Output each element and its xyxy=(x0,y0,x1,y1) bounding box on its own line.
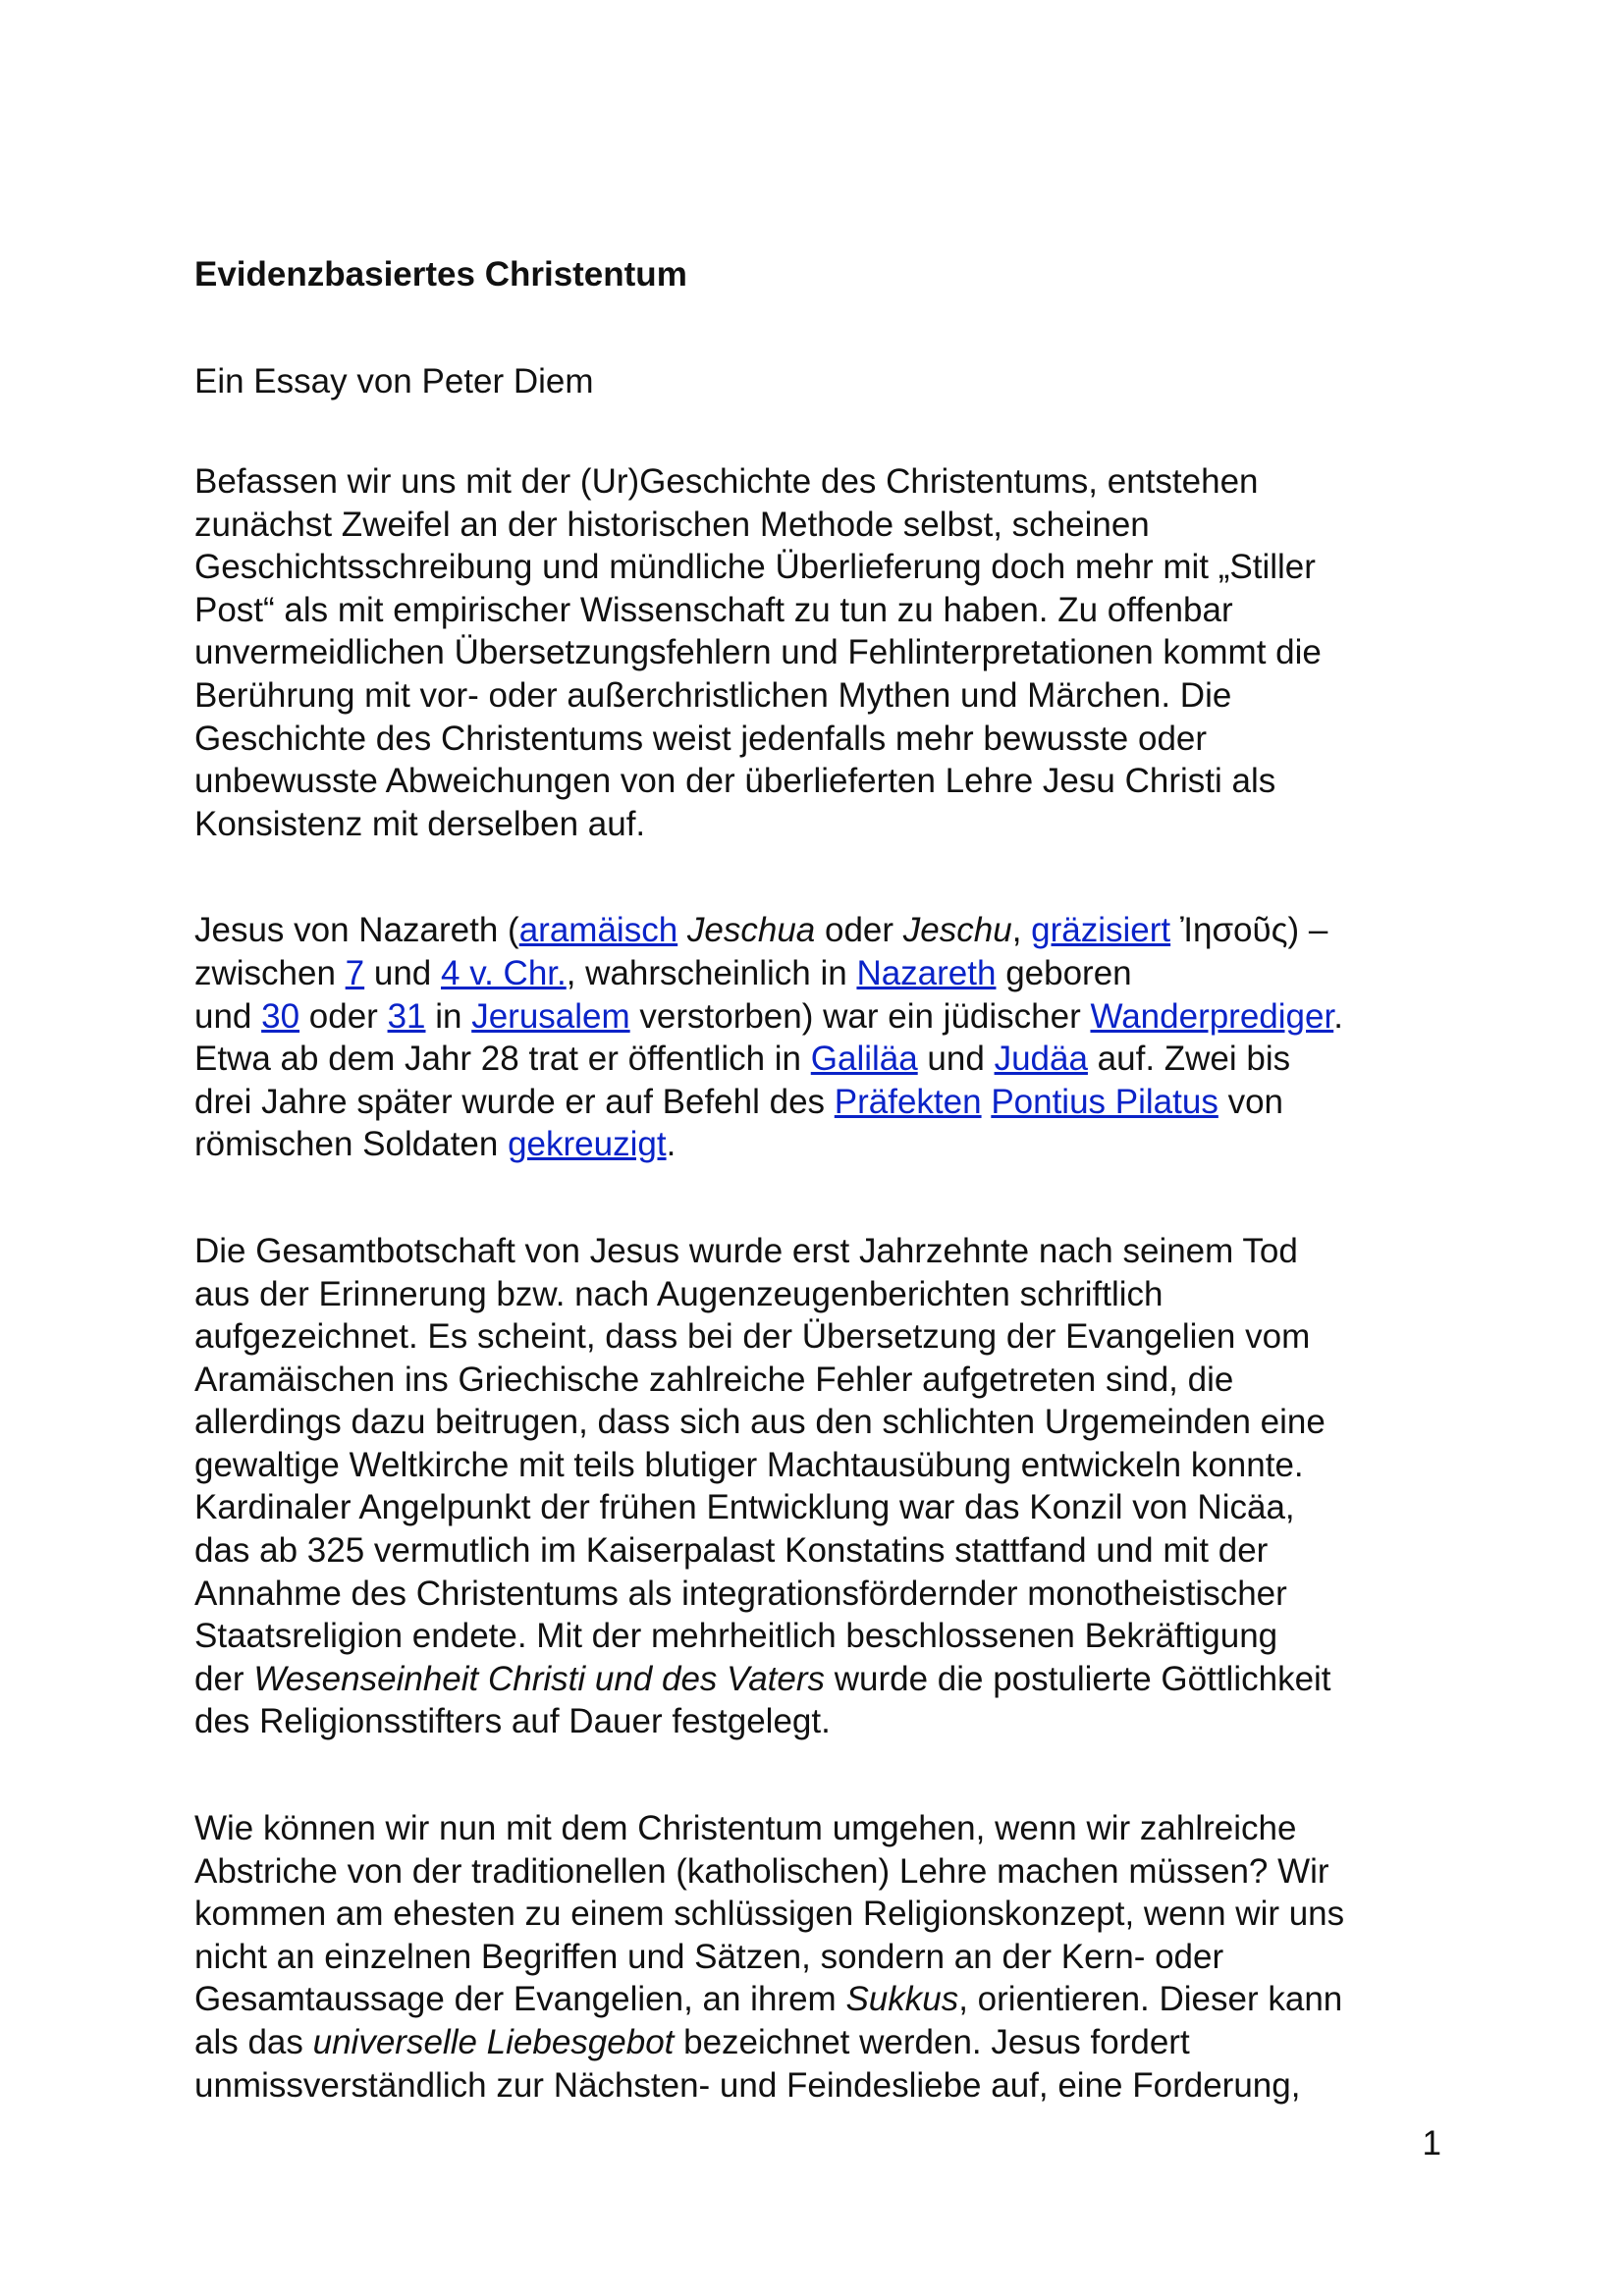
paragraph-2-text: oder xyxy=(299,996,388,1036)
document-subtitle: Ein Essay von Peter Diem xyxy=(194,362,594,400)
paragraph-4-text: Gesamtaussage der Evangelien, an ihrem xyxy=(194,1980,846,2019)
link-gekreuzigt[interactable]: gekreuzigt xyxy=(508,1125,667,1164)
term-liebesgebot: universelle Liebesgebot xyxy=(312,2023,675,2061)
link-aramaeisch[interactable]: aramäisch xyxy=(518,911,678,950)
paragraph-2-text: und xyxy=(194,996,262,1036)
link-galilaea[interactable]: Galiläa xyxy=(810,1040,918,1079)
page-number: 1 xyxy=(1422,2124,1441,2163)
paragraph-3-line: aus der Erinnerung bzw. nach Augenzeugenberichten schriftlich xyxy=(194,1274,1164,1313)
document-title: Evidenzbasiertes Christentum xyxy=(194,255,687,294)
paragraph-3-line: gewaltige Weltkirche mit teils blutiger Machtausübung entwickeln konnte. xyxy=(194,1445,1304,1484)
paragraph-3-line: Annahme des Christentums als integrationsfördernder monotheistischer xyxy=(194,1574,1287,1613)
paragraph-3-line: Staatsreligion endete. Mit der mehrheitlich beschlossenen Bekräftigung xyxy=(194,1617,1278,1656)
paragraph-3-line: das ab 325 vermutlich im Kaiserpalast Konstatins stattfand und mit der xyxy=(194,1531,1269,1571)
paragraph-3-line: des Religionsstifters auf Dauer festgelegt. xyxy=(194,1702,831,1741)
link-jerusalem[interactable]: Jerusalem xyxy=(471,996,630,1036)
paragraph-1-line: zunächst Zweifel an der historischen Methode selbst, scheinen xyxy=(194,505,1150,544)
link-30[interactable]: 30 xyxy=(261,996,300,1036)
paragraph-2-text: , wahrscheinlich in xyxy=(566,953,857,992)
paragraph-2-text: römischen Soldaten xyxy=(194,1125,509,1164)
paragraph-4-text: bezeichnet werden. Jesus fordert xyxy=(674,2023,1190,2061)
paragraph-1 xyxy=(194,460,1451,845)
paragraph-2-text xyxy=(677,911,687,949)
paragraph-3-line: Aramäischen ins Griechische zahlreiche Fehler aufgetreten sind, die xyxy=(194,1360,1234,1399)
term-wesenseinheit: Wesenseinheit Christi und des Vaters xyxy=(253,1659,825,1698)
link-nazareth[interactable]: Nazareth xyxy=(856,953,997,992)
paragraph-1-line: unbewusste Abweichungen von der überlieferten Lehre Jesu Christi als xyxy=(194,762,1276,801)
paragraph-2-text: zwischen xyxy=(194,953,346,992)
term-sukkus: Sukkus xyxy=(845,1980,959,2019)
paragraph-1-line: unvermeidlichen Übersetzungsfehlern und Fehlinterpretationen kommt die xyxy=(194,633,1322,672)
link-praefekten[interactable]: Präfekten xyxy=(834,1082,982,1121)
paragraph-2-text: . xyxy=(666,1125,677,1164)
paragraph-2-text: geboren xyxy=(996,953,1132,992)
paragraph-4-text: , orientieren. Dieser kann xyxy=(958,1980,1343,2019)
link-graezisiert[interactable]: gräzisiert xyxy=(1031,911,1171,950)
paragraph-4-text: als das xyxy=(194,2023,313,2061)
page-content xyxy=(194,253,1451,2107)
term-jeschua: Jeschua xyxy=(686,911,816,950)
paragraph-2-text: von xyxy=(1218,1082,1283,1121)
paragraph-2-text: . xyxy=(1333,996,1343,1036)
paragraph-2-text: Etwa ab dem Jahr 28 trat er öffentlich in xyxy=(194,1040,811,1079)
paragraph-1-line: Berührung mit vor- oder außerchristlichen Mythen und Märchen. Die xyxy=(194,675,1232,715)
link-pontius-pilatus[interactable]: Pontius Pilatus xyxy=(991,1082,1218,1121)
paragraph-2-text: und xyxy=(917,1040,995,1079)
paragraph-3-line: allerdings dazu beitrugen, dass sich aus den schlichten Urgemeinden eine xyxy=(194,1403,1326,1442)
paragraph-1-line: Geschichtsschreibung und mündliche Überlieferung doch mehr mit „Stiller xyxy=(194,548,1316,587)
paragraph-1-line: Konsistenz mit derselben auf. xyxy=(194,804,646,843)
link-31[interactable]: 31 xyxy=(387,996,426,1036)
paragraph-2-text: Ἰησοῦς) – xyxy=(1170,911,1328,950)
paragraph-3-text: der xyxy=(194,1659,254,1698)
paragraph-4-line: Abstriche von der traditionellen (katholischen) Lehre machen müssen? Wir xyxy=(194,1851,1329,1891)
link-7[interactable]: 7 xyxy=(345,953,365,992)
paragraph-2-text: und xyxy=(364,953,441,992)
paragraph-4 xyxy=(194,1807,1451,2107)
paragraph-3-line: aufgezeichnet. Es scheint, dass bei der Übersetzung der Evangelien vom xyxy=(194,1317,1311,1357)
paragraph-3-line: Die Gesamtbotschaft von Jesus wurde erst Jahrzehnte nach seinem Tod xyxy=(194,1231,1298,1270)
paragraph-2 xyxy=(194,909,1451,1166)
paragraph-4-line: kommen am ehesten zu einem schlüssigen Religionskonzept, wenn wir uns xyxy=(194,1895,1345,1934)
paragraph-1-line: Befassen wir uns mit der (Ur)Geschichte des Christentums, entstehen xyxy=(194,462,1259,501)
paragraph-4-line: Wie können wir nun mit dem Christentum umgehen, wenn wir zahlreiche xyxy=(194,1809,1297,1848)
paragraph-1-line: Geschichte des Christentums weist jedenfalls mehr bewusste oder xyxy=(194,719,1208,758)
paragraph-2-text xyxy=(982,1083,992,1121)
term-jeschu: Jeschu xyxy=(902,911,1012,950)
paragraph-2-text: auf. Zwei bis xyxy=(1087,1040,1291,1079)
link-4-v-chr[interactable]: 4 v. Chr. xyxy=(441,953,567,992)
link-judaea[interactable]: Judäa xyxy=(994,1040,1088,1079)
link-wanderprediger[interactable]: Wanderprediger xyxy=(1090,996,1334,1036)
paragraph-2-text: verstorben) war ein jüdischer xyxy=(629,996,1091,1036)
paragraph-2-text: oder xyxy=(815,911,903,950)
paragraph-3 xyxy=(194,1230,1451,1743)
paragraph-2-text: Jesus von Nazareth ( xyxy=(194,911,519,950)
paragraph-2-text: , xyxy=(1011,911,1032,950)
paragraph-4-line: unmissverständlich zur Nächsten- und Feindesliebe auf, eine Forderung, xyxy=(194,2065,1301,2105)
paragraph-2-text: drei Jahre später wurde er auf Befehl des xyxy=(194,1082,835,1121)
paragraph-3-line: Kardinaler Angelpunkt der frühen Entwicklung war das Konzil von Nicäa, xyxy=(194,1488,1295,1527)
paragraph-1-line: Post“ als mit empirischer Wissenschaft zu tun zu haben. Zu offenbar xyxy=(194,590,1233,629)
paragraph-4-line: nicht an einzelnen Begriffen und Sätzen, sondern an der Kern- oder xyxy=(194,1937,1224,1976)
paragraph-2-text: in xyxy=(425,996,472,1036)
paragraph-3-text: wurde die postulierte Göttlichkeit xyxy=(825,1659,1331,1698)
